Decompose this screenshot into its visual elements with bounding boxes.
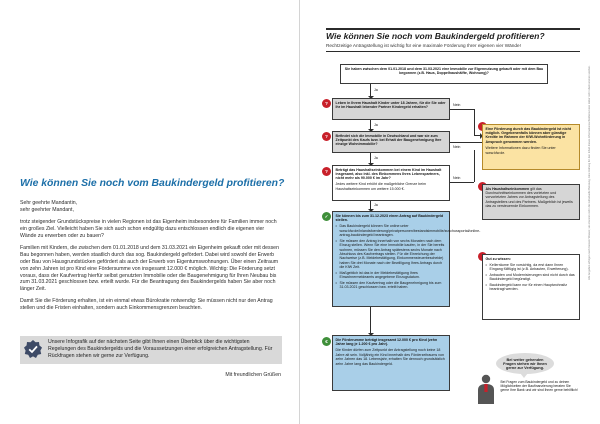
label-ja: Ja <box>374 88 378 92</box>
flow-arrow <box>370 84 371 98</box>
salutation-line-1: Sehr geehrte Mandantin, <box>20 200 78 206</box>
income-title: Als Haushaltseinkommen <box>485 186 530 191</box>
good-to-know-list <box>486 263 577 292</box>
flow-amount-box <box>332 335 450 391</box>
info-box <box>20 336 282 364</box>
not-eligible-title: Eine Förderung durch das Baukindergeld ist nicht möglich. Gegebenenfalls können aber günstige Kredite im Rahmen der KfW-Wohnförderung in Anspruch genommen werden. <box>485 126 571 144</box>
not-eligible-link: Weitere Informationen dazu finden Sie unter www.kfw.de. <box>485 146 556 155</box>
label-nein-3: Nein <box>453 176 461 180</box>
application-item: • Sie müssen den Antrag innerhalb von sechs Monaten nach dem Einzug stellen. Wenn Sie eine Immobilie kaufen, in der Sie bereits wohnen, müssen Sie den Antrag spätestens sechs Monate nach Abschluss des Kaufvertrags stellen. Für die Einreichung der Nachweise (z.B. Meldebestätigung, Einkommensteuerbescheide) haben Sie drei Monate nach der Bewilligung Ihres Antrags durch die KfW Zeit. <box>336 239 447 270</box>
flow-start-box: Sie haben zwischen dem 01.01.2018 und dem 31.03.2021 eine Immobilie zur Eigennutzung gekauft oder mit dem Bau begonnen (z.B. Haus, Doppelhaushälfte, Wohnung)? <box>340 64 548 84</box>
label-ja-2: Ja <box>374 123 378 127</box>
letter-paragraph-1: trotz steigender Grundstückspreise in vielen Regionen ist das Eigenheim insbesondere für Familien immer noch ein großes Ziel. Vielleicht haben Sie sich auch schon endgültig dazu entschlossen endlich die eigenen vier Wände zu erwerben oder zu bauen? <box>20 219 277 239</box>
amount-title: Die Förderumme beträgt insgesamt 12.000 € pro Kind (zehn Jahre lang je 1.200 € pro Jahr). <box>335 337 438 346</box>
question-mark-icon: ? <box>322 167 331 176</box>
checkmark-stamp-icon <box>24 340 42 358</box>
person-silhouette-icon <box>476 374 496 404</box>
label-ja-3: Ja <box>374 156 378 160</box>
label-nein-1: Nein <box>453 103 461 107</box>
question-3-main: Beträgt das Haushaltseinkommen bei einem Kind im Haushalt insgesamt, also inkl. des Einkommens Ihres Lebenspartners, nicht mehr als 90.000 € im Jahr? <box>335 167 442 181</box>
label-nein-2: Nein <box>453 145 461 149</box>
question-mark-icon: ? <box>322 99 331 108</box>
letter-body <box>20 200 282 317</box>
application-item: • Sie müssen den Kaufvertrag oder die Baugenehmigung bis zum 31.03.2021 geschlossen bzw. erteilt haben. <box>336 281 447 290</box>
flow-good-to-know-box <box>482 254 580 320</box>
flow-application-box <box>332 211 481 307</box>
flow-arrow <box>370 307 371 335</box>
application-item: • Das Baukindergeld können Sie online unter www.kfw.de/inlandsfoerderung/privatpersonen/bestandsimmobilie/zuschussportal/online-antrag-baukindergeld beantragen. <box>336 224 447 237</box>
flow-not-eligible-box <box>482 124 580 170</box>
info-box-text: Unsere Infografik auf der nächsten Seite gibt Ihnen einen Überblick über die wichtigsten Regelungen des Baukindergelds und die Voraussetzungen einer erfolgreichen Antragstellung. Für Rückfragen stehen wir gerne zur Verfügung. <box>48 339 273 359</box>
salutation-line-2: sehr geehrter Mandant, <box>20 206 74 213</box>
flow-question-3 <box>332 165 450 201</box>
speech-bubble: Bei weiter gehenden Fragen stehen wir Ihnen gerne zur Verfügung. <box>496 353 554 374</box>
letter-paragraph-3: Damit Sie die Förderung erhalten, ist ein einmal etwas Bürokratie notwendig: Sie müssen nicht nur den Antrag stellen und die Fristen einhalten, sondern auch Einkommensgrenzen beachten. <box>20 298 273 312</box>
flow-arrow <box>370 120 371 131</box>
flow-line <box>450 142 482 143</box>
amount-text: Die Kinder dürfen zum Zeitpunkt der Antragstellung noch keine 18 Jahre alt sein. Volljährig ein Kind innerhalb des Förderzeitraums von zehn Jahren das 18. Lebensjahr, erhalten Sie dennoch grundsätzlich zehn Jahre lang das Baukindergeld. <box>335 348 445 366</box>
good-to-know-item: • Baukindergeld kann nur für einen Hauptwohnsitz beantragt werden. <box>486 283 577 292</box>
advice-text: Bei Fragen zum Baukindergeld und zu deinen Möglichkeiten der Baufinanzierung beraten Sie gerne Ihre Bank und wir sind Ihnen gerne behilflich! <box>500 379 578 393</box>
flow-question-2: Befindet sich die Immobilie in Deutschland und war sie zum Zeitpunkt des Kaufs bzw. bei Erhalt der Baugenehmigung Ihre einzige Wohnimmobilie? <box>332 131 450 153</box>
flow-question-1: Leben in Ihrem Haushalt Kinder unter 18 Jahren, für die Sie oder Ihr im Haushalt lebender Partner Kindergeld erhalten? <box>332 98 450 120</box>
flow-arrow <box>370 201 371 211</box>
letter-paragraph-2: Familien mit Kindern, die zwischen dem 01.01.2018 und dem 31.03.2021 ein Eigenheim gekauft oder mit dessen Bau begonnen haben, werden staatlich durch das sog. Baukindergeld gefördert. Dabei wird sowohl der Erwerb oder Bau von Hausgrundstücken gefördert als auch der Erwerb von Eigentumswohnungen. Über einen Zeitraum von zehn Jahren ist pro Kind eine Fördersumme von insgesamt 12.000 € möglich. Wichtig: Die Förderung setzt voraus, dass der Kaufvertrag hierfür selbst genutzten Immobilie oder die Baugenehmigung für Ihren Neubau bis zum 31.03.2021 geschlossen bzw. erteilt wurde. Für die Beantragung des Baukindergelds haben Sie aber noch länger Zeit. <box>20 244 279 293</box>
infographic-title: Wie können Sie noch vom Baukindergeld profitieren? <box>326 31 545 41</box>
flow-arrow <box>370 153 371 165</box>
infographic-subtitle: Rechtzeitige Antragstellung ist wichtig für eine maximale Förderung Ihrer eigenen vier Wände! <box>326 43 521 48</box>
good-to-know-title: Gut zu wissen: <box>485 256 511 261</box>
question-3-note: Jedes weitere Kind erhöht die maßgebliche Grenze beim Haushaltseinkommen um weitere 15.000 €. <box>335 182 426 191</box>
disclaimer-vertical: Alle Angaben erfolgen nach bestem Wissen; sie ersetzen nicht die individuelle Beratung. Eine Haftung für den Inhalt dieses Informationsschreibens kann daher nicht übernommen werden. <box>588 65 591 280</box>
flow-line <box>474 109 475 135</box>
checkmark-icon: ✓ <box>322 212 331 221</box>
application-title: Sie können bis zum 31.12.2023 einen Antrag auf Baukindergeld stellen. <box>335 213 444 222</box>
flow-arrow <box>474 135 482 136</box>
flow-income-box <box>482 184 580 220</box>
infographic-header <box>326 28 580 52</box>
flow-line <box>450 109 474 110</box>
right-page <box>300 0 600 424</box>
application-item: • Maßgeblich ist das in der Meldebestätigung Ihres Einwohnermeldeamts angegebene Einzugsdatum. <box>336 271 447 280</box>
flow-line <box>474 150 475 182</box>
letter-signoff: Mit freundlichen Grüßen <box>225 372 281 378</box>
label-ja-4: Ja <box>374 203 378 207</box>
letter-salutation <box>20 200 282 214</box>
income-text: gilt das Durchschnittseinkommen des vorletzten und vorvorletzten Jahres vor Antragstellung des Antragstellers und des Partners. Maßgeblich ist jeweils das zu versteuernde Einkommen. <box>485 186 573 209</box>
question-mark-icon: ? <box>322 132 331 141</box>
flow-line <box>450 182 474 183</box>
application-list <box>336 224 481 290</box>
good-to-know-item: • Anbauten und Modernisierungen sind nicht durch das Baukindergeld begünstigt. <box>486 273 577 282</box>
letter-title: Wie können Sie noch vom Baukindergeld profitieren? <box>20 178 285 189</box>
good-to-know-item: • Kellerräume Sie vorsichtig, da erst dann Ihnen Eingang füllfügig ist (z.B. Anbauten, Erweiterung). <box>486 263 577 272</box>
euro-icon: € <box>322 337 331 346</box>
